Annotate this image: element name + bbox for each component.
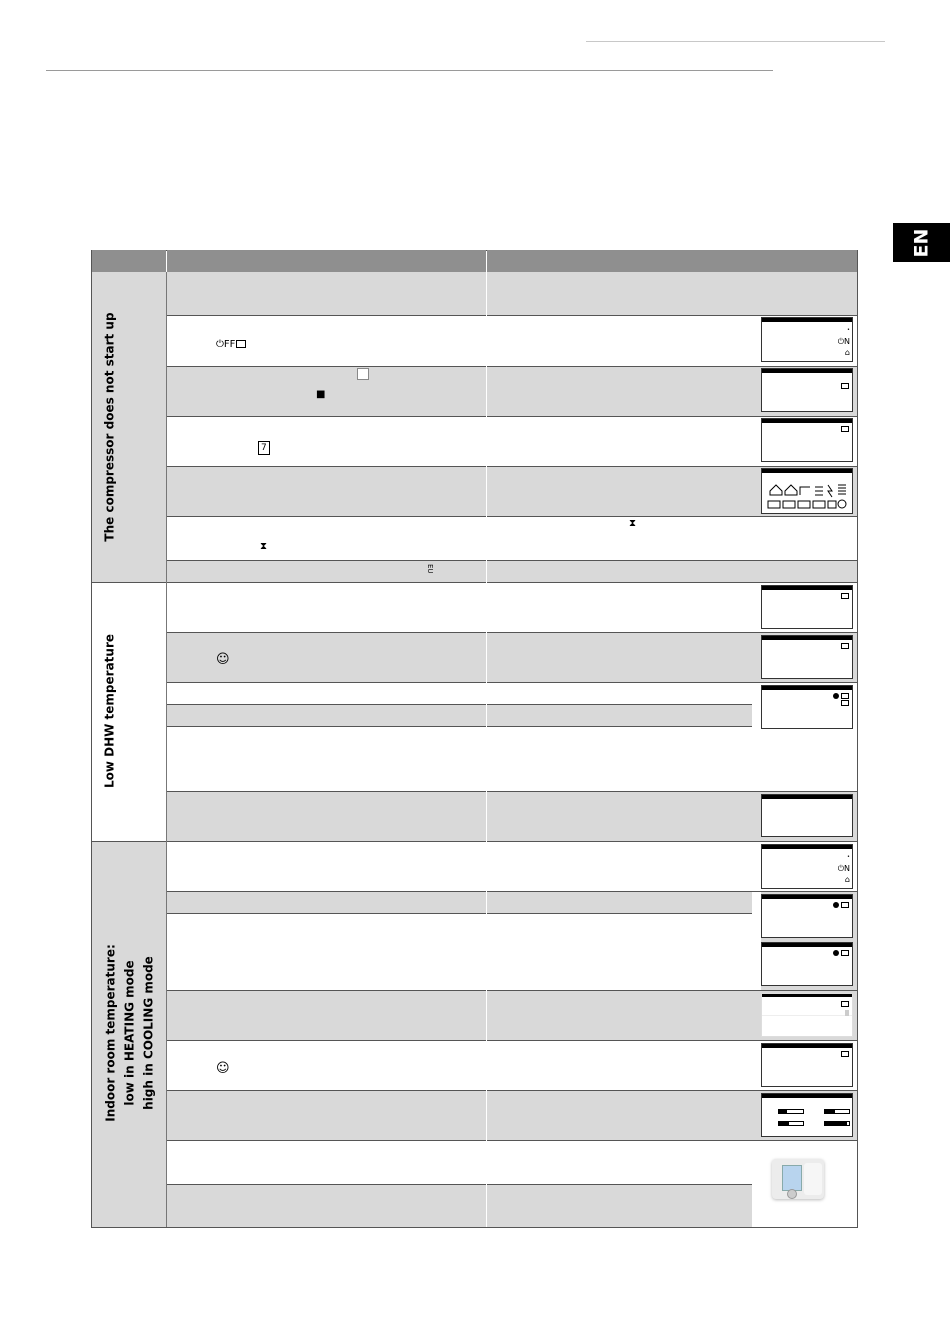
row-divider: [167, 1040, 857, 1041]
table-row: [167, 792, 857, 841]
display-screen: [761, 368, 853, 412]
language-tab[interactable]: EN: [893, 223, 950, 262]
power-on-icon: ⏻N: [837, 337, 850, 346]
power-on-icon: ⏻N: [837, 864, 850, 873]
keypad-icon: [357, 368, 369, 380]
table-row: [167, 561, 857, 582]
display-screen-icons: [761, 468, 853, 514]
table-row: [167, 991, 857, 1040]
display-screen-blank: [761, 794, 853, 837]
row-divider: [167, 560, 857, 561]
header-cell-problem: [92, 250, 166, 272]
row-divider: [167, 315, 857, 316]
display-screen-gauges: [761, 1093, 853, 1137]
table-row: [167, 1185, 752, 1227]
hourglass-icon: ⧗: [260, 541, 268, 552]
table-row: [167, 1041, 857, 1090]
row-divider: [167, 990, 857, 991]
display-screen-alert: [761, 685, 853, 729]
house-icon: ⌂: [844, 875, 850, 884]
row-divider: [167, 416, 857, 417]
row-divider: [167, 1090, 857, 1091]
column-divider: [486, 272, 487, 1227]
lock-icon: ■: [316, 389, 326, 400]
row-divider: [167, 913, 752, 914]
row-divider: [167, 632, 857, 633]
calendar-icon: 7: [258, 441, 270, 455]
level-gauge: [824, 1121, 850, 1126]
section-divider: [92, 582, 858, 583]
level-gauge: [778, 1109, 804, 1114]
table-row: [167, 633, 857, 682]
power-off-icon: ⏻FF: [216, 339, 236, 350]
header-rule-short: [586, 41, 885, 42]
table-row: [167, 705, 752, 726]
eco-icon: ☺: [216, 652, 230, 667]
section-divider: [92, 841, 858, 842]
table-row: [167, 892, 752, 913]
level-gauge: [824, 1109, 850, 1114]
level-gauge: [778, 1121, 804, 1126]
row-divider: [167, 466, 857, 467]
thermostat-device-image: [772, 1159, 824, 1199]
row-divider: [167, 726, 752, 727]
row-divider: [167, 704, 752, 705]
hourglass-icon: ⧗: [629, 518, 637, 529]
display-screen-alert: [761, 894, 853, 938]
row-divider: [167, 791, 857, 792]
eco-icon: ☺: [216, 1061, 230, 1076]
row-divider: [167, 891, 857, 892]
display-screen-alert: [761, 942, 853, 986]
section-label-dhw: Low DHW temperature: [102, 633, 117, 789]
section-label-compressor: The compressor does not start up: [102, 312, 117, 542]
table-row: [167, 914, 752, 990]
row-divider: [167, 516, 857, 517]
thermostat-knob: [787, 1189, 797, 1199]
display-screen: [761, 1043, 853, 1087]
table-row: [167, 316, 857, 366]
display-screen-list: [761, 993, 853, 1037]
table-row: [167, 1091, 857, 1140]
row-divider: [167, 682, 857, 683]
table-row: [167, 583, 857, 632]
display-screen: [761, 585, 853, 629]
section-label-indoor: Indoor room temperature: low in HEATING mode high in COOLING mode: [103, 944, 156, 1122]
house-icon: ⌂: [844, 348, 850, 357]
ec-icon: EU: [426, 564, 434, 574]
table-row: [167, 272, 857, 315]
display-icon: [236, 340, 246, 348]
table-row: [167, 417, 857, 466]
table-row: [167, 683, 752, 704]
table-row-image-margin: [752, 892, 761, 990]
row-divider: [167, 1184, 752, 1185]
column-divider: [166, 272, 167, 1227]
header-cell-solution: [487, 250, 857, 272]
table-row: [167, 367, 857, 416]
header-rule: [46, 70, 773, 71]
display-screen: [761, 635, 853, 679]
thermostat-lcd: [782, 1165, 802, 1191]
display-screen-on: • ⏻N ⌂: [761, 844, 853, 889]
row-divider: [167, 1140, 857, 1141]
thermostat-panel: [804, 1163, 822, 1195]
table-row: [167, 517, 857, 560]
row-divider: [167, 366, 857, 367]
display-screen: [761, 418, 853, 462]
display-screen-on: • ⏻N ⌂: [761, 317, 853, 362]
table-row: [167, 842, 857, 891]
table-row: [167, 727, 857, 791]
table-row: [167, 467, 857, 516]
system-icons-strip: [762, 473, 854, 513]
header-cell-cause: [167, 250, 486, 272]
